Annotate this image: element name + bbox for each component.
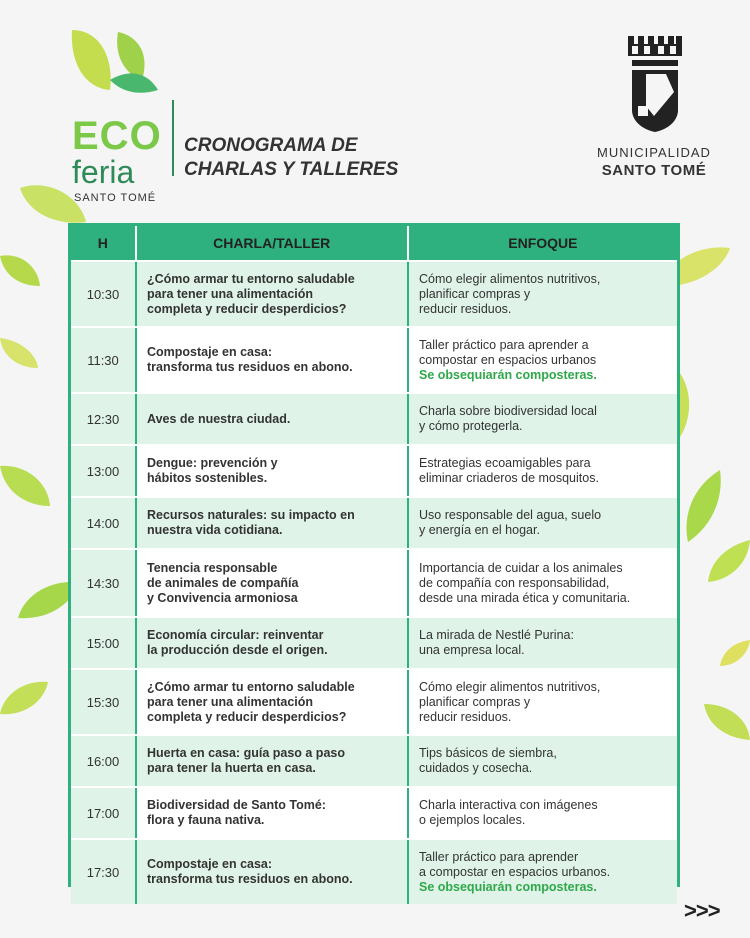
row-time: 15:30 [71, 670, 135, 734]
leaf-decoration-icon [0, 462, 50, 508]
leaf-decoration-icon [0, 252, 40, 288]
header-charla: CHARLA/TALLER [137, 226, 409, 260]
charla-line: completa y reducir desperdicios? [147, 301, 347, 316]
table-row [71, 668, 677, 734]
row-time: 12:30 [71, 394, 135, 444]
row-charla [135, 328, 407, 392]
enfoque-line: y energía en el hogar. [419, 523, 540, 537]
row-enfoque [407, 394, 677, 444]
row-enfoque [407, 788, 677, 838]
eco-leaves-icon [70, 28, 160, 98]
charla-line: ¿Cómo armar tu entorno saludable [147, 271, 355, 286]
charla-line: Huerta en casa: guía paso a paso [147, 746, 345, 760]
enfoque-line: Estrategias ecoamigables para [419, 456, 591, 470]
row-time: 16:00 [71, 736, 135, 786]
charla-line: completa y reducir desperdicios? [147, 709, 347, 724]
leaf-decoration-icon [708, 540, 750, 582]
enfoque-line: y cómo protegerla. [419, 419, 523, 433]
charla-line: para tener una alimentación [147, 286, 314, 301]
row-charla [135, 394, 407, 444]
row-charla [135, 498, 407, 548]
eco-text: ECO [72, 114, 162, 158]
crest-icon [626, 36, 682, 132]
row-time: 14:30 [71, 550, 135, 616]
santo-tome-subtitle: SANTO TOMÉ [74, 192, 157, 204]
charla-line: Biodiversidad de Santo Tomé: [147, 798, 326, 812]
row-enfoque [407, 618, 677, 668]
enfoque-line: a compostar en espacios urbanos. [419, 864, 611, 879]
table-row [71, 444, 677, 496]
enfoque-line: Taller práctico para aprender a [419, 337, 589, 352]
table-row [71, 392, 677, 444]
header-enfoque: ENFOQUE [508, 235, 578, 251]
charla-line: nuestra vida cotidiana. [147, 523, 283, 537]
enfoque-line: Charla sobre biodiversidad local [419, 404, 597, 418]
enfoque-line: Taller práctico para aprender [419, 849, 579, 864]
enfoque-line: Tips básicos de siembra, [419, 746, 557, 760]
enfoque-line: La mirada de Nestlé Purina: [419, 628, 574, 642]
feria-text: feria [72, 154, 135, 190]
charla-line: transforma tus residuos en abono. [147, 360, 353, 374]
table-row [71, 496, 677, 548]
charla-line: para tener la huerta en casa. [147, 761, 316, 775]
row-enfoque [407, 550, 677, 616]
row-charla [135, 736, 407, 786]
row-time: 15:00 [71, 618, 135, 668]
enfoque-line: compostar en espacios urbanos [419, 352, 597, 367]
charla-line: Dengue: prevención y [147, 456, 278, 470]
municipality-label: MUNICIPALIDAD [597, 145, 711, 160]
enfoque-line: reducir residuos. [419, 709, 512, 724]
charla-line: flora y fauna nativa. [147, 813, 265, 827]
enfoque-line: Uso responsable del agua, suelo [419, 508, 602, 522]
leaf-decoration-icon [0, 680, 48, 716]
row-time: 13:00 [71, 446, 135, 496]
enfoque-line: de compañía con responsabilidad, [419, 575, 610, 590]
municipality-name: SANTO TOMÉ [601, 162, 707, 179]
charla-line: Economía circular: reinventar [147, 628, 324, 642]
row-enfoque [407, 328, 677, 392]
leaf-decoration-icon [720, 640, 750, 666]
charla-line: la producción desde el origen. [147, 643, 328, 657]
table-row [71, 616, 677, 668]
charla-line: Compostaje en casa: [147, 345, 273, 359]
enfoque-line: o ejemplos locales. [419, 813, 526, 827]
row-time: 14:00 [71, 498, 135, 548]
row-charla [135, 262, 407, 326]
row-enfoque [407, 840, 677, 904]
charla-line: Tenencia responsable [147, 560, 278, 575]
charla-line: Aves de nuestra ciudad. [147, 411, 291, 426]
page-title: CRONOGRAMA DE CHARLAS Y TALLERES [184, 135, 399, 180]
enfoque-line: reducir residuos. [419, 301, 512, 316]
enfoque-line: cuidados y cosecha. [419, 761, 533, 775]
table-row [71, 548, 677, 616]
charla-line: hábitos sostenibles. [147, 471, 268, 485]
row-charla [135, 446, 407, 496]
next-arrows[interactable]: >>> [684, 898, 720, 923]
row-time: 17:30 [71, 840, 135, 904]
row-enfoque [407, 736, 677, 786]
row-charla [135, 788, 407, 838]
charla-line: de animales de compañía [147, 575, 299, 590]
row-enfoque [407, 262, 677, 326]
enfoque-line: Charla interactiva con imágenes [419, 798, 598, 812]
table-row [71, 838, 677, 904]
table-row [71, 326, 677, 392]
table-row [71, 786, 677, 838]
row-charla [135, 618, 407, 668]
enfoque-line: Importancia de cuidar a los animales [419, 560, 623, 575]
leaf-decoration-icon [684, 470, 724, 542]
charla-line: ¿Cómo armar tu entorno saludable [147, 679, 355, 694]
charla-line: Compostaje en casa: [147, 857, 273, 871]
enfoque-line: eliminar criaderos de mosquitos. [419, 471, 599, 485]
table-header [71, 226, 677, 260]
row-charla [135, 840, 407, 904]
row-enfoque [407, 446, 677, 496]
enfoque-line: una empresa local. [419, 643, 525, 657]
eco-feria-logo [70, 28, 170, 204]
row-time: 17:00 [71, 788, 135, 838]
charla-line: Recursos naturales: su impacto en [147, 508, 355, 522]
highlight-text: Se obsequiarán composteras. [419, 367, 597, 382]
table-row [71, 260, 677, 326]
charla-line: transforma tus residuos en abono. [147, 872, 353, 886]
enfoque-line: Cómo elegir alimentos nutritivos, [419, 679, 601, 694]
header-divider [172, 100, 174, 176]
enfoque-line: Cómo elegir alimentos nutritivos, [419, 271, 601, 286]
row-enfoque [407, 498, 677, 548]
row-charla [135, 550, 407, 616]
schedule-table [68, 223, 680, 894]
enfoque-line: desde una mirada ética y comunitaria. [419, 590, 631, 605]
charla-line: para tener una alimentación [147, 694, 314, 709]
table-row [71, 734, 677, 786]
highlight-text: Se obsequiarán composteras. [419, 879, 597, 894]
municipality-logo [584, 36, 724, 179]
charla-line: y Convivencia armoniosa [147, 590, 298, 605]
enfoque-line: planificar compras y [419, 286, 531, 301]
enfoque-line: planificar compras y [419, 694, 531, 709]
table-body [71, 260, 677, 904]
row-time: 11:30 [71, 328, 135, 392]
leaf-decoration-icon [704, 704, 750, 740]
leaf-decoration-icon [0, 336, 38, 370]
row-time: 10:30 [71, 262, 135, 326]
header-hour: H [71, 226, 137, 260]
row-enfoque [407, 670, 677, 734]
row-charla [135, 670, 407, 734]
